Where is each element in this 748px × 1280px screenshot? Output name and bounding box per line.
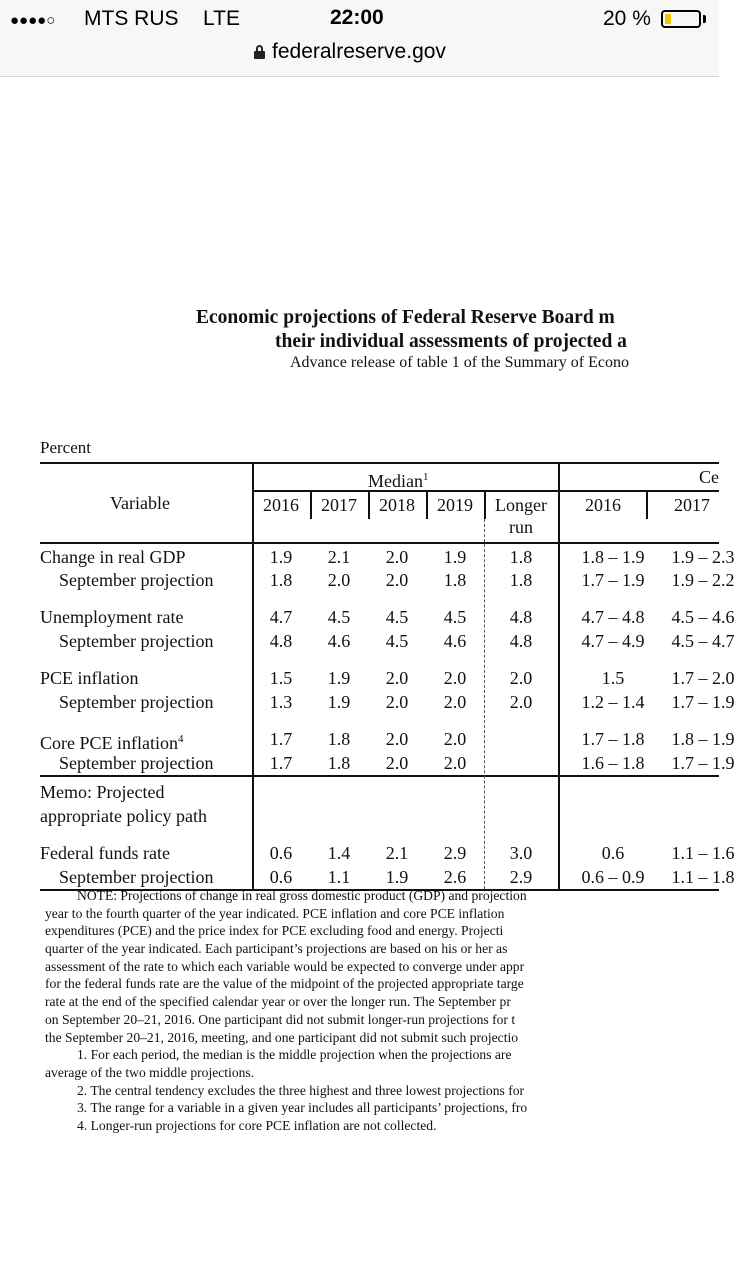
central-tendency-cell: 1.5 (601, 668, 625, 688)
median-value-cell: 4.5 (443, 607, 467, 627)
longer-run-value-cell: 2.0 (509, 692, 533, 712)
row-label: Core PCE inflation$^4$ (40, 733, 184, 753)
table-row (40, 545, 735, 570)
table-row (40, 690, 735, 715)
lock-icon (254, 45, 265, 59)
row-sublabel: September projection (59, 867, 214, 887)
median-value-cell: 2.1 (327, 547, 351, 567)
median-value-cell: 2.0 (443, 692, 467, 712)
table-notes (45, 887, 527, 1135)
note-line: 4. Longer-run projections for core PCE inflation are not collected. (77, 1117, 437, 1133)
note-line: rate at the end of the specified calendar year or over the longer run. The September pr (45, 994, 511, 1010)
table-top-rule (40, 462, 719, 464)
battery-level-fill (665, 14, 671, 24)
median-value-cell: 4.8 (269, 631, 293, 651)
median-value-cell: 4.5 (385, 631, 409, 651)
longer-run-value-cell: 1.8 (509, 547, 533, 567)
median-value-cell: 1.9 (269, 547, 293, 567)
network-type: LTE (203, 7, 240, 30)
note-line: 1. For each period, the median is the middle projection when the projections are (77, 1047, 512, 1063)
median-value-cell: 4.6 (327, 631, 351, 651)
central-tendency-cell: 4.5 – 4.6 (671, 607, 735, 627)
median-value-cell: 2.0 (385, 547, 409, 567)
central-tendency-cell: 4.7 – 4.8 (581, 607, 645, 627)
note-line: on September 20–21, 2016. One participant did not submit longer-run projections for t (45, 1011, 516, 1027)
median-value-cell: 4.5 (327, 607, 351, 627)
title-line-2: their individual assessments of projected a (275, 331, 627, 352)
longer-run-value-cell: 4.8 (509, 607, 533, 627)
address-bar[interactable] (254, 40, 446, 64)
median-value-cell: 2.0 (385, 668, 409, 688)
median-value-cell: 2.0 (327, 570, 351, 590)
central-tendency-cell: 1.9 – 2.3 (671, 547, 735, 567)
status-bar (0, 0, 719, 77)
central-tendency-cell: 1.2 – 1.4 (581, 692, 645, 712)
central-tendency-cell: 1.8 – 1.9 (671, 729, 735, 749)
median-value-cell: 1.8 (327, 753, 351, 773)
median-value-cell: 2.0 (443, 729, 467, 749)
median-value-cell: 2.0 (385, 729, 409, 749)
median-value-cell: 2.0 (385, 570, 409, 590)
median-value-cell: 2.0 (443, 753, 467, 773)
median-value-cell: 2.6 (443, 867, 467, 887)
year-2016-header: 2016 (263, 495, 299, 515)
document-title (196, 306, 627, 354)
median-value-cell: 2.0 (385, 753, 409, 773)
median-value-cell: 4.5 (385, 607, 409, 627)
note-line: year to the fourth quarter of the year indicated. PCE inflation and core PCE inflation (45, 905, 505, 921)
median-value-cell: 1.7 (269, 729, 293, 749)
median-header: Median$^1$ (368, 471, 429, 491)
median-value-cell: 1.3 (269, 692, 293, 712)
longer-run-value-cell: 2.9 (509, 867, 533, 887)
median-value-cell: 1.9 (385, 867, 409, 887)
ct-year-2016-header: 2016 (585, 495, 621, 515)
document-subtitle: Advance release of table 1 of the Summary of Econo (290, 354, 629, 371)
row-sublabel: September projection (59, 692, 214, 712)
central-tendency-cell: 1.7 – 1.8 (581, 729, 645, 749)
header-bottom-rule (40, 542, 719, 544)
median-value-cell: 1.4 (327, 843, 351, 863)
clock: 22:00 (330, 6, 384, 29)
note-line: expenditures (PCE) and the price index for PCE excluding food and energy. Projecti (45, 923, 504, 939)
median-value-cell: 2.0 (385, 692, 409, 712)
title-line-1: Economic projections of Federal Reserve Board m (196, 307, 615, 328)
central-tendency-cell: 1.1 – 1.8 (671, 867, 735, 887)
central-tendency-cell: 1.7 – 1.9 (671, 753, 735, 773)
central-tendency-cell: 1.8 – 1.9 (581, 547, 645, 567)
central-tendency-cell: 1.6 – 1.8 (581, 753, 645, 773)
battery-tip (703, 15, 706, 23)
median-value-cell: 4.6 (443, 631, 467, 651)
central-tendency-cell: 1.9 – 2.2 (671, 570, 735, 590)
median-value-cell: 0.6 (269, 843, 293, 863)
median-value-cell: 2.1 (385, 843, 409, 863)
table-row (40, 568, 735, 593)
central-tendency-cell: 4.7 – 4.9 (581, 631, 645, 651)
battery-icon (661, 10, 701, 28)
median-footnote-mark: 1 (422, 471, 429, 483)
median-value-cell: 1.8 (327, 729, 351, 749)
row-label: Federal funds rate (40, 843, 170, 863)
note-line: for the federal funds rate are the value of the midpoint of the projected appropriate targe (45, 976, 524, 992)
longer-run-value-cell: 3.0 (509, 843, 533, 863)
note-line: 3. The range for a variable in a given year includes all participants’ projections, fro (77, 1100, 528, 1116)
table-row (40, 666, 735, 691)
longer-run-value-cell: 4.8 (509, 631, 533, 651)
median-value-cell: 1.9 (327, 692, 351, 712)
median-value-cell: 2.9 (443, 843, 467, 863)
row-sublabel: September projection (59, 631, 214, 651)
note-line: assessment of the rate to which each variable would be expected to converge under appr (45, 958, 525, 974)
ct-year-2017-header: 2017 (674, 495, 710, 515)
carrier-name: MTS RUS (84, 7, 179, 30)
median-value-cell: 1.8 (443, 570, 467, 590)
battery-percent: 20 % (603, 7, 651, 30)
longer-run-value-cell: 2.0 (509, 668, 533, 688)
median-value-cell: 1.8 (269, 570, 293, 590)
central-underline (560, 490, 719, 492)
memo-label: appropriate policy path (40, 806, 207, 826)
row-sublabel: September projection (59, 570, 214, 590)
central-tendency-cell: 4.5 – 4.7 (671, 631, 735, 651)
longer-run-header: Longer run (495, 495, 547, 537)
note-line: quarter of the year indicated. Each participant’s projections are based on his or her as (45, 941, 508, 957)
central-tendency-header: Ce (699, 467, 719, 487)
year-2017-header: 2017 (321, 495, 357, 515)
central-tendency-cell: 1.7 – 1.9 (671, 692, 735, 712)
table-row (40, 605, 735, 630)
note-line: 2. The central tendency excludes the three highest and three lowest projections for (77, 1082, 525, 1098)
central-tendency-cell: 1.1 – 1.6 (671, 843, 735, 863)
longer-run-value-cell: 1.8 (509, 570, 533, 590)
note-line: the September 20–21, 2016, meeting, and one participant did not submit such projectio (45, 1029, 519, 1045)
memo-label: Memo: Projected (40, 782, 165, 802)
median-value-cell: 0.6 (269, 867, 293, 887)
footnote-mark: 4 (178, 733, 184, 745)
median-value-cell: 1.5 (269, 668, 293, 688)
year-2019-header: 2019 (437, 495, 473, 515)
table-row (40, 751, 735, 776)
median-value-cell: 1.9 (443, 547, 467, 567)
median-value-cell: 2.0 (443, 668, 467, 688)
central-tendency-cell: 1.7 – 2.0 (671, 668, 735, 688)
table-row (40, 629, 735, 654)
note-line: average of the two middle projections. (45, 1064, 255, 1080)
median-value-cell: 1.9 (327, 668, 351, 688)
table-row (40, 727, 735, 753)
table-row (40, 841, 735, 866)
units-label: Percent (40, 438, 91, 457)
median-value-cell: 1.1 (327, 867, 351, 887)
central-tendency-cell: 0.6 (601, 843, 625, 863)
median-value-cell: 4.7 (269, 607, 293, 627)
row-label: PCE inflation (40, 668, 139, 688)
url-text: federalreserve.gov (272, 40, 446, 63)
year-2018-header: 2018 (379, 495, 415, 515)
row-label: Unemployment rate (40, 607, 184, 627)
signal-strength-icon: ●●●●○ (10, 12, 56, 29)
variable-header: Variable (110, 493, 170, 513)
median-value-cell: 1.7 (269, 753, 293, 773)
note-line: NOTE: Projections of change in real gross domestic product (GDP) and projection (77, 888, 527, 903)
central-tendency-cell: 1.7 – 1.9 (581, 570, 645, 590)
central-tendency-cell: 0.6 – 0.9 (581, 867, 645, 887)
row-sublabel: September projection (59, 753, 214, 773)
row-label: Change in real GDP (40, 547, 186, 567)
